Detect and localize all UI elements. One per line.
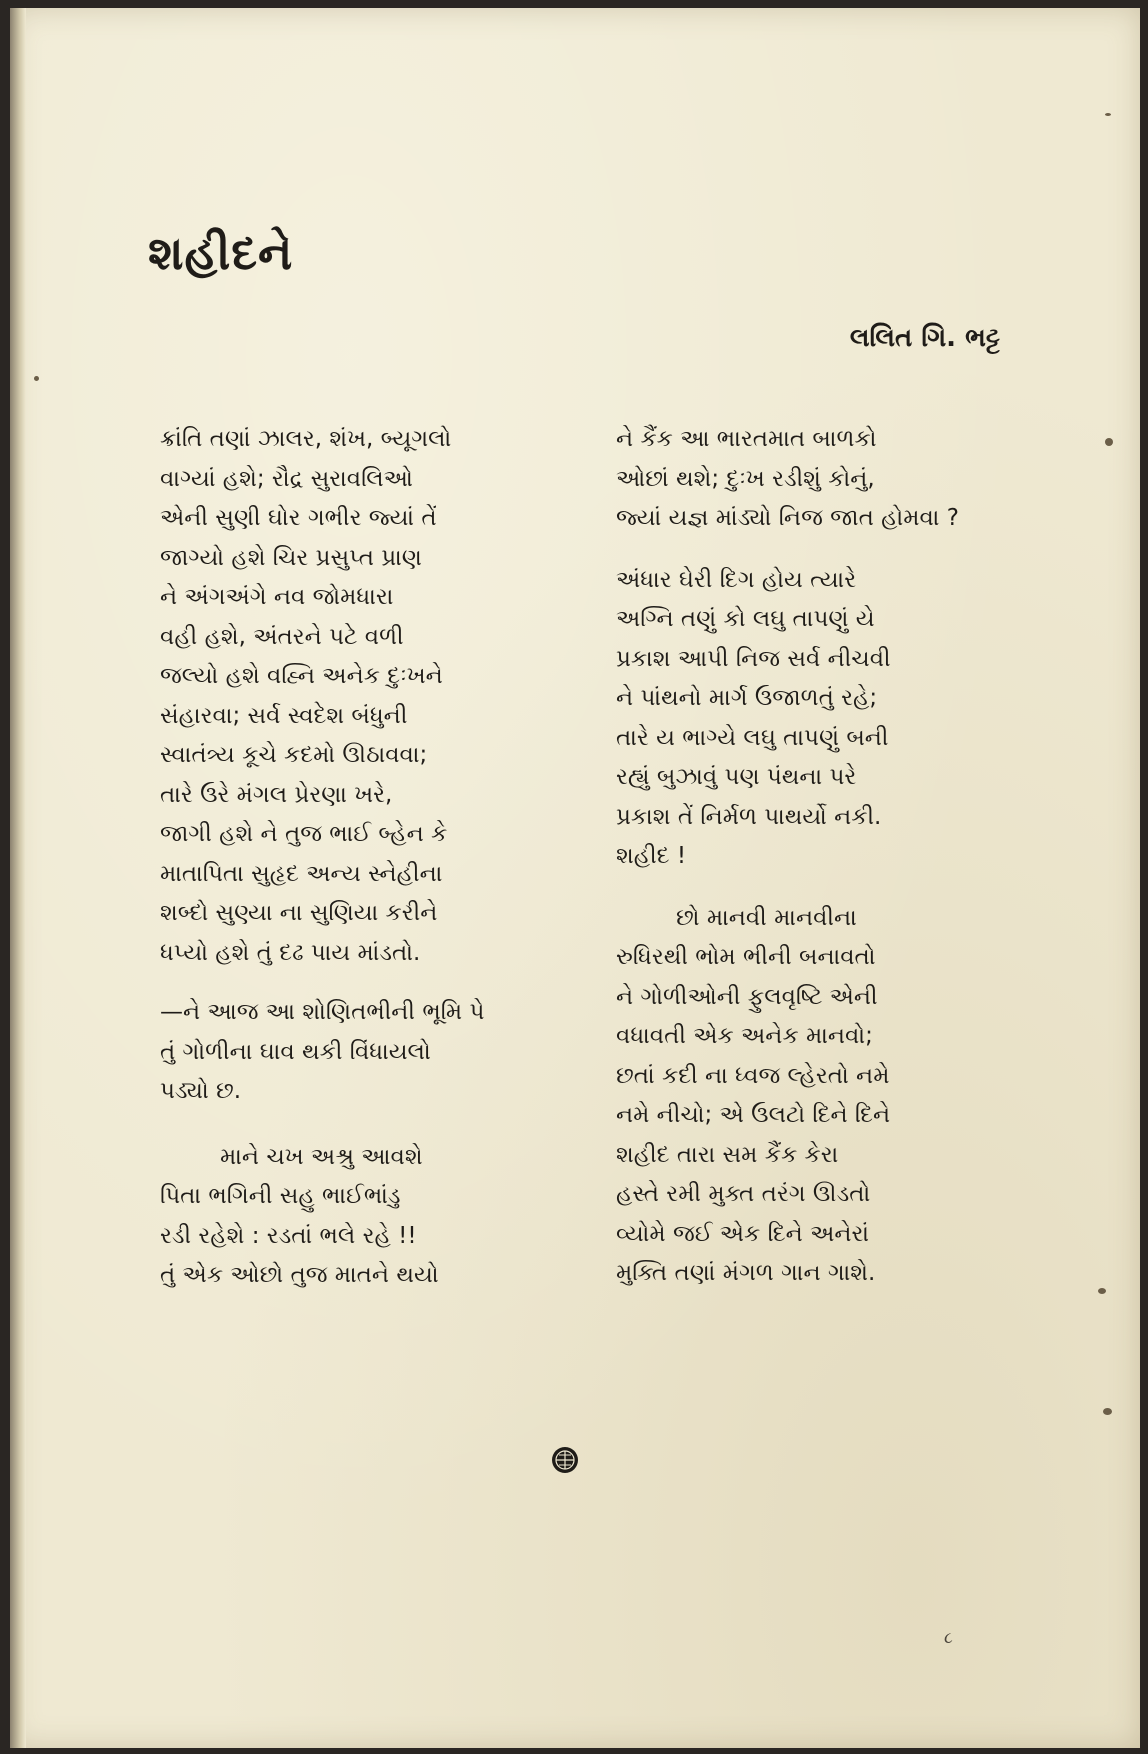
- poem-line: ને ગોળીઓની ફુલવૃષ્ટિ એની: [616, 983, 878, 1010]
- poem-line: અંધાર ઘેરી દિગ હોય ત્યારે: [616, 566, 857, 593]
- paper-speck: [1105, 113, 1111, 116]
- right-stanza-2: [616, 561, 1016, 877]
- poem-line: મુક્તિ તણાં મંગળ ગાન ગાશે.: [616, 1260, 876, 1286]
- poem-line: વહી હશે, અંતરને પટે વળી: [160, 623, 404, 650]
- right-stanza-3: [616, 899, 1016, 1294]
- poem-line: શબ્દો સુણ્યા ના સુણિયા કરીને: [160, 900, 438, 926]
- poem-line: ધપ્યો હશે તું દઢ પાય માંડતો.: [160, 939, 421, 966]
- left-stanza-3: [160, 1138, 560, 1296]
- poem-line: તારે ય ભાગ્યે લઘુ તાપણું બની: [616, 724, 889, 751]
- poem-line: હસ્તે રમી મુક્ત તરંગ ઊડતો: [616, 1181, 871, 1207]
- poem-line: સંહારવા; સર્વ સ્વદેશ બંધુની: [160, 702, 408, 729]
- poem-line: માતાપિતા સુહૃદ અન્ય સ્નેહીના: [160, 860, 443, 887]
- paper-speck: [34, 376, 39, 381]
- circular-ornament-icon: [551, 1446, 579, 1474]
- poem-line: જલ્યો હશે વહ્નિ અનેક દુઃખને: [160, 663, 443, 689]
- poem-line: રહ્યું બુઝાવું પણ પંથના પરે: [616, 764, 857, 790]
- poem-line: વધાવતી એક અનેક માનવો;: [616, 1023, 873, 1049]
- poem-line: —ને આજ આ શોણિતભીની ભૂમિ પે: [160, 999, 485, 1025]
- poem-line: તું ગોળીના ઘાવ થકી વિંધાયલો: [160, 1038, 431, 1065]
- right-stanza-1: [616, 420, 1016, 539]
- poem-line: જાગ્યો હશે ચિર પ્રસુપ્ત પ્રાણ: [160, 544, 422, 571]
- poem-line: ને પાંથનો માર્ગ ઉજાળતું રહે;: [616, 685, 878, 711]
- author-name: લલિત ગિ. ભટ્ટ: [849, 323, 1000, 353]
- poem-title: શહીદને: [148, 226, 294, 280]
- poem-line: શહીદ !: [616, 843, 687, 869]
- poem-line: છો માનવી માનવીના: [676, 904, 857, 931]
- poem-line: તારે ઉરે મંગલ પ્રેરણા ખરે,: [160, 781, 393, 808]
- poem-line: છતાં કદી ના ધ્વજ લ્હેરતો નમે: [616, 1062, 890, 1089]
- poem-line: ઓછાં થશે; દુઃખ રડીશું કોનું,: [616, 465, 875, 492]
- poem-line: એની સુણી ઘોર ગભીર જ્યાં તેં: [160, 505, 437, 531]
- poem-line: જાગી હશે ને તુજ ભાઈ બ્હેન કે: [160, 821, 448, 847]
- left-stanza-1: [160, 420, 560, 973]
- poem-line: પડ્યો છ.: [160, 1078, 242, 1104]
- poem-line: ને કૈંક આ ભારતમાત બાળકો: [616, 426, 877, 452]
- poem-line: અગ્નિ તણું કો લઘુ તાપણું યે: [616, 606, 875, 632]
- poem-line: તું એક ઓછો તુજ માતને થયો: [160, 1262, 439, 1288]
- left-column: [160, 420, 560, 1296]
- paper-speck: [1098, 1288, 1106, 1294]
- poem-line: ક્રાંતિ તણાં ઝાલર, શંખ, બ્યૂગલો: [160, 426, 452, 452]
- page-binding-edge: [10, 8, 26, 1748]
- poem-line: નમે નીચો; એ ઉલટો દિને દિને: [616, 1102, 891, 1128]
- poem-line: રડી રહેશે : રડતાં ભલે રહે !!: [160, 1222, 417, 1249]
- poem-line: માને ચખ અશ્રુ આવશે: [220, 1143, 423, 1170]
- poem-line: રુધિરથી ભોમ ભીની બનાવતો: [616, 944, 876, 970]
- document-page: [10, 8, 1140, 1748]
- poem-line: વાગ્યાં હશે; રૌદ્ર સુરાવલિઓ: [160, 465, 413, 492]
- poem-line: ને અંગઅંગે નવ જોમધારા: [160, 584, 394, 610]
- poem-line: પ્રકાશ તેં નિર્મળ પાથર્યો નકી.: [616, 803, 882, 830]
- right-column: [616, 420, 1016, 1294]
- paper-speck: [1105, 438, 1113, 446]
- left-stanza-2: [160, 993, 560, 1112]
- poem-line: પ્રકાશ આપી નિજ સર્વ નીચવી: [616, 645, 891, 672]
- poem-line: સ્વાતંત્ર્ય કૂચે કદમો ઊઠાવવા;: [160, 742, 428, 768]
- paper-speck: [1103, 1408, 1112, 1415]
- poem-line: પિતા ભગિની સહુ ભાઈભાંડુ: [160, 1183, 401, 1209]
- page-number: ૮: [944, 1628, 953, 1647]
- poem-line: શહીદ તારા સમ કૈંક કેરા: [616, 1141, 839, 1168]
- poem-line: વ્યોમે જઈ એક દિને અનેરાં: [616, 1220, 870, 1247]
- poem-line: જ્યાં યજ્ઞ માંડ્યો નિજ જાત હોમવા ?: [616, 505, 959, 531]
